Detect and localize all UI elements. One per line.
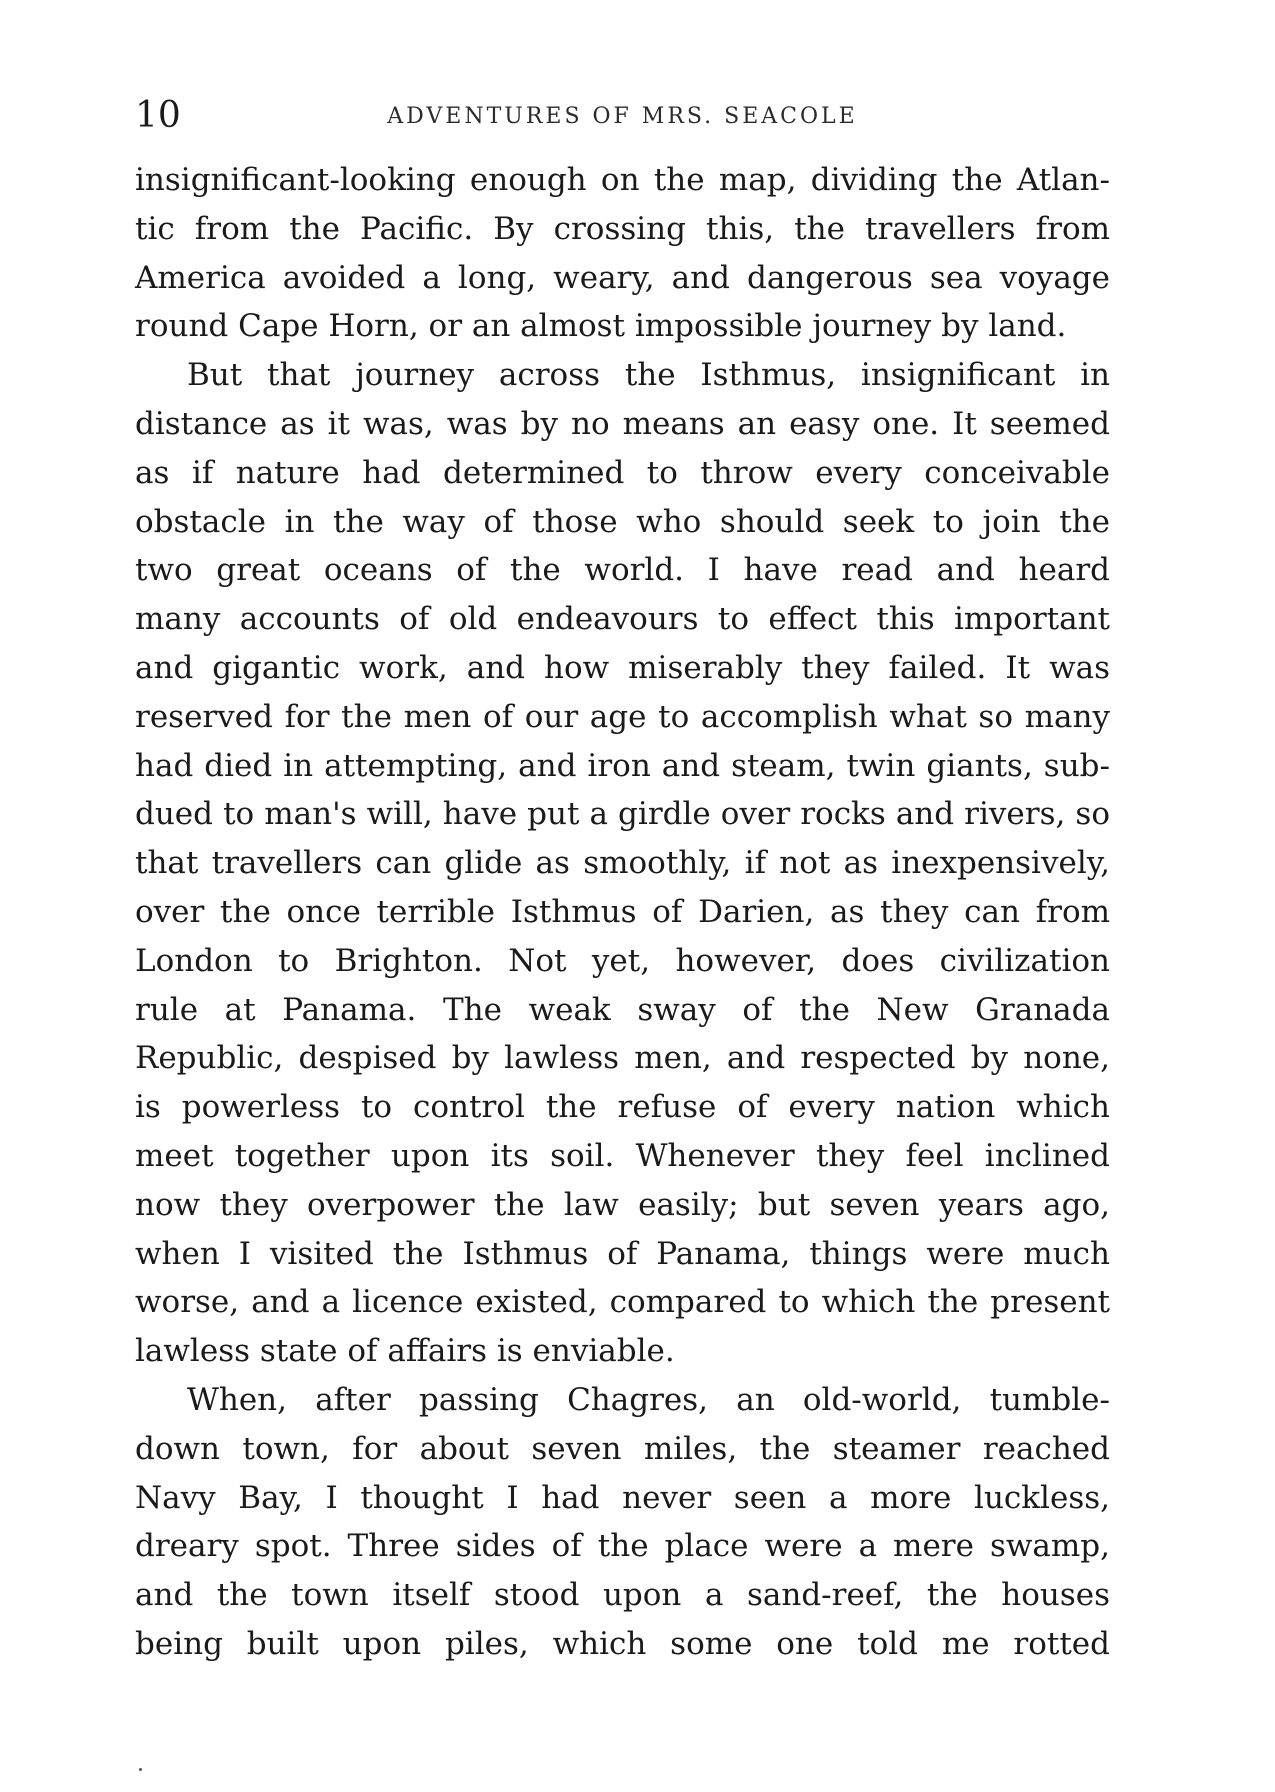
text-line: two great oceans of the world. I have read and heard: [135, 552, 1110, 589]
body-text: [135, 156, 1110, 1669]
text-line: being built upon piles, which some one told me rotted: [135, 1625, 1110, 1662]
text-line: Republic, despised by lawless men, and respected by none,: [135, 1040, 1110, 1077]
text-line: now they overpower the law easily; but seven years ago,: [135, 1186, 1110, 1223]
text-line: and the town itself stood upon a sand-reef, the houses: [135, 1577, 1110, 1614]
text-line: down town, for about seven miles, the steamer reached: [135, 1430, 1110, 1467]
text-line: But that journey across the Isthmus, insignificant in: [187, 357, 1110, 394]
text-line: as if nature had determined to throw every conceivable: [135, 454, 1110, 491]
text-line: worse, and a licence existed, compared to which the present: [135, 1284, 1110, 1321]
text-line: had died in attempting, and iron and steam, twin giants, sub-: [135, 747, 1110, 784]
text-line: over the once terrible Isthmus of Darien, as they can from: [135, 893, 1110, 930]
running-title: ADVENTURES OF MRS. SEACOLE: [387, 104, 858, 129]
text-line: and gigantic work, and how miserably they failed. It was: [135, 649, 1110, 686]
text-line: insignificant-looking enough on the map, dividing the Atlan-: [135, 162, 1110, 198]
text-line: rule at Panama. The weak sway of the New Granada: [135, 991, 1110, 1028]
text-line: distance as it was, was by no means an easy one. It seemed: [135, 405, 1110, 442]
text-line: round Cape Horn, or an almost impossible journey by land.: [135, 308, 1067, 345]
text-line: Navy Bay, I thought I had never seen a more luckless,: [135, 1479, 1110, 1516]
text-line: lawless state of affairs is enviable.: [135, 1333, 675, 1370]
text-line: London to Brighton. Not yet, however, does civilization: [135, 942, 1110, 979]
text-line: dued to man's will, have put a girdle over rocks and rivers, so: [135, 796, 1110, 833]
text-line: is powerless to control the refuse of every nation which: [135, 1089, 1110, 1126]
paper-speck: [139, 1768, 142, 1771]
text-line: America avoided a long, weary, and dangerous sea voyage: [135, 259, 1110, 296]
page-number: 10: [135, 95, 181, 136]
text-line: tic from the Pacific. By crossing this, the travellers from: [135, 210, 1110, 247]
running-head: [135, 96, 1110, 136]
text-line: When, after passing Chagres, an old-world, tumble-: [187, 1381, 1110, 1418]
text-line: that travellers can glide as smoothly, if not as inexpensively,: [135, 845, 1110, 882]
text-line: dreary spot. Three sides of the place were a mere swamp,: [135, 1528, 1110, 1565]
text-line: when I visited the Isthmus of Panama, things were much: [135, 1235, 1110, 1272]
text-line: obstacle in the way of those who should seek to join the: [135, 503, 1110, 540]
text-line: reserved for the men of our age to accomplish what so many: [135, 698, 1110, 735]
text-line: many accounts of old endeavours to effect this important: [135, 601, 1110, 638]
text-line: meet together upon its soil. Whenever they feel inclined: [135, 1137, 1110, 1174]
